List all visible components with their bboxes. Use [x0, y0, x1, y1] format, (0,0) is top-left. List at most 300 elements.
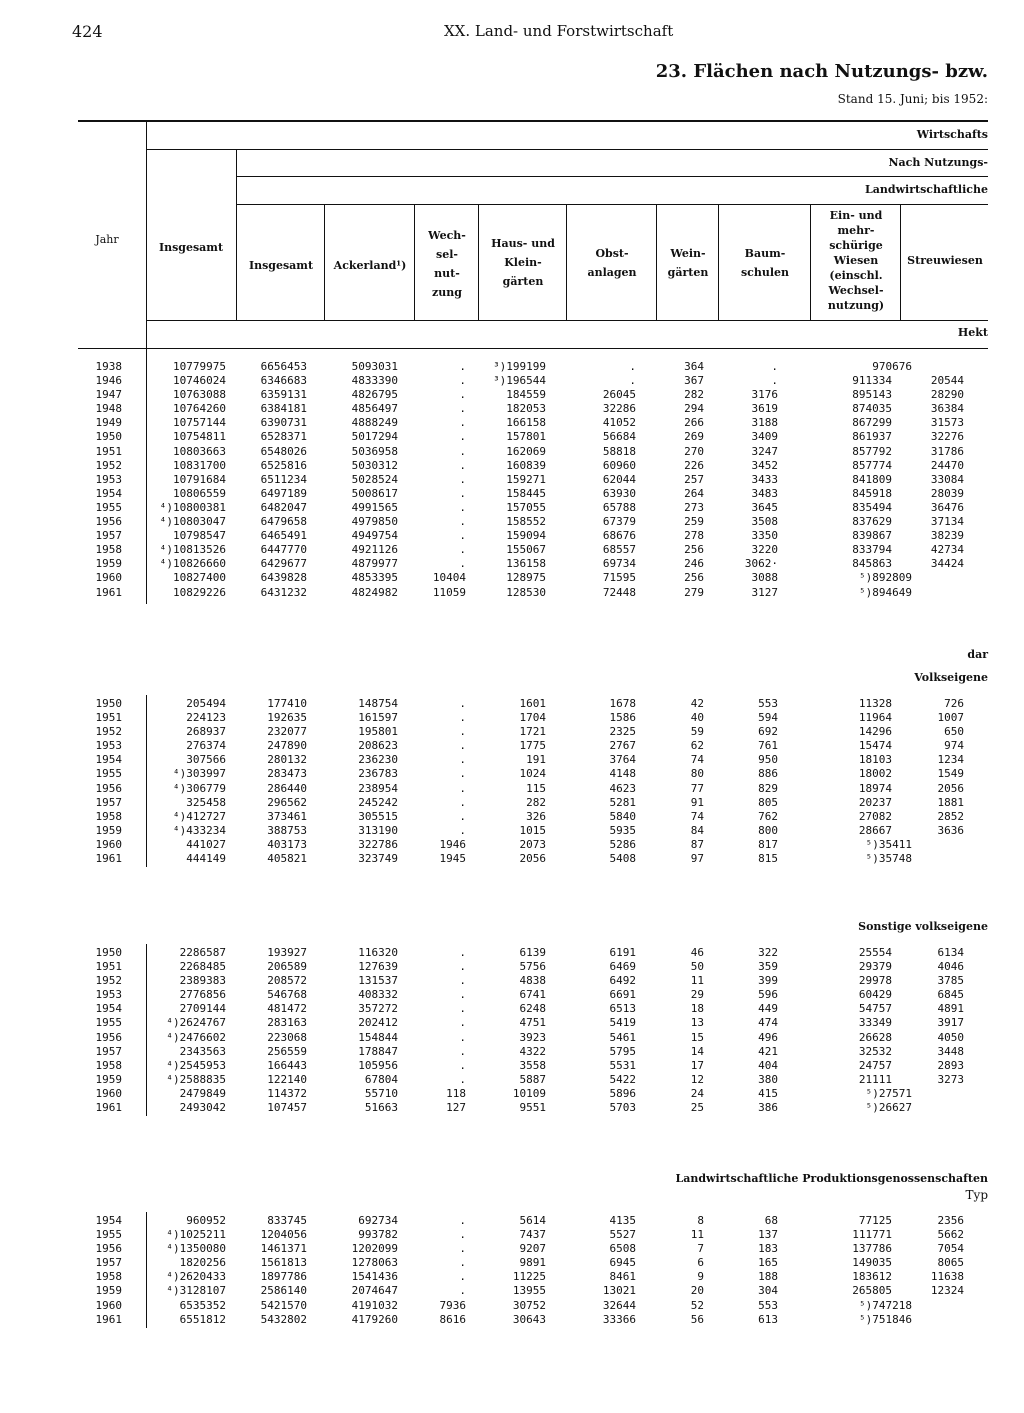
wechsel-line-1: Wech- [428, 229, 466, 242]
col-header-baumschulen [720, 244, 810, 282]
cell-lins: 166443 [267, 1058, 307, 1072]
table-row [0, 459, 1024, 473]
cell-wiesen: 111771 [852, 1228, 892, 1242]
cell-acker: 305515 [358, 809, 398, 823]
cell-ins: 10803663 [173, 444, 226, 458]
cell-wech: . [459, 529, 466, 543]
cell-haus: 191 [526, 753, 546, 767]
cell-obst: 32644 [602, 1298, 636, 1312]
cell-ins: 10779975 [173, 360, 226, 373]
table-row [0, 487, 1024, 501]
cell-haus: 162069 [506, 444, 546, 458]
cell-lins: 405821 [267, 852, 307, 866]
cell-ins: ⁴)3128107 [166, 1284, 226, 1298]
cell-lins: 6497189 [260, 486, 307, 500]
cell-wech: 118 [446, 1086, 466, 1100]
cell-wech: . [459, 946, 466, 959]
cell-baum: 3220 [751, 543, 778, 557]
cell-wech: . [459, 823, 466, 837]
table-row [0, 711, 1024, 725]
cell-streu: 8065 [937, 1256, 964, 1270]
cell-acker: 178847 [358, 1044, 398, 1058]
cell-acker: 692734 [358, 1214, 398, 1227]
cell-wein: 40 [690, 711, 704, 725]
cell-streu: 33084 [930, 472, 964, 486]
baum-line-2: schulen [740, 266, 790, 279]
table-row [0, 796, 1024, 810]
cell-wiesen: 24757 [858, 1058, 892, 1072]
header-landwirtschaftliche: Landwirtschaftliche [865, 183, 988, 196]
cell-jahr: 1958 [95, 809, 122, 823]
cell-wein: 25 [690, 1101, 704, 1115]
cell-combined: ⁵)35411 [865, 837, 912, 851]
cell-wiesen: 29379 [858, 960, 892, 974]
cell-jahr: 1957 [95, 529, 122, 543]
cell-wein: 8 [697, 1214, 704, 1227]
table-row [0, 360, 1024, 374]
cell-wech: . [459, 809, 466, 823]
cell-acker: 993782 [358, 1228, 398, 1242]
table-row [0, 697, 1024, 711]
table-row [0, 824, 1024, 838]
cell-haus: 30643 [512, 1312, 546, 1326]
cell-haus: 128975 [506, 571, 546, 585]
col-header-obstanlagen [568, 244, 656, 282]
cell-obst: 68676 [602, 529, 636, 543]
cell-wein: 52 [690, 1298, 704, 1312]
cell-combined: ⁵)27571 [865, 1086, 912, 1100]
cell-obst: 72448 [602, 585, 636, 599]
cell-wein: 278 [684, 529, 704, 543]
cell-haus: 326 [526, 809, 546, 823]
cell-wiesen: 895143 [852, 388, 892, 402]
cell-acker: 4853395 [351, 571, 398, 585]
table-row [0, 543, 1024, 557]
cell-acker: 5028524 [351, 472, 398, 486]
cell-baum: 421 [758, 1044, 778, 1058]
cell-acker: 67804 [364, 1072, 398, 1086]
cell-obst: . [629, 360, 636, 373]
cell-haus: 136158 [506, 557, 546, 571]
cell-streu: 7054 [937, 1242, 964, 1256]
cell-streu: 6845 [937, 988, 964, 1002]
table-row [0, 1299, 1024, 1313]
cell-obst: 6492 [609, 974, 636, 988]
cell-wech: . [459, 543, 466, 557]
running-head: XX. Land- und Forstwirtschaft [444, 22, 674, 40]
cell-ins: ⁴)1350080 [166, 1242, 226, 1256]
header-vrule-7 [810, 205, 811, 320]
cell-jahr: 1959 [95, 557, 122, 571]
cell-lins: 223068 [267, 1030, 307, 1044]
cell-haus: 155067 [506, 543, 546, 557]
section-volkseigene-vrule [146, 695, 147, 867]
cell-jahr: 1961 [95, 1101, 122, 1115]
cell-obst: 5408 [609, 852, 636, 866]
cell-acker: 148754 [358, 697, 398, 710]
cell-wiesen: 33349 [858, 1016, 892, 1030]
cell-ins: 268937 [186, 725, 226, 739]
cell-obst: 5935 [609, 823, 636, 837]
header-rule-columns [146, 320, 988, 321]
cell-streu: 28290 [930, 388, 964, 402]
cell-acker: 4856497 [351, 402, 398, 416]
cell-haus: 10109 [512, 1086, 546, 1100]
cell-wein: 20 [690, 1284, 704, 1298]
cell-lins: 286440 [267, 781, 307, 795]
cell-wiesen: 28667 [858, 823, 892, 837]
section-volkseigene-title: Volkseigene [914, 671, 988, 684]
cell-wiesen: 861937 [852, 430, 892, 444]
cell-acker: 357272 [358, 1002, 398, 1016]
cell-wech: . [459, 1058, 466, 1072]
table-row [0, 473, 1024, 487]
cell-wiesen: 18974 [858, 781, 892, 795]
header-rule-wirtschafts [146, 149, 988, 150]
stand-note: Stand 15. Juni; bis 1952: [837, 92, 988, 106]
cell-streu: 3636 [937, 823, 964, 837]
cell-obst: 5703 [609, 1101, 636, 1115]
haus-line-2: Klein- [504, 256, 542, 269]
cell-obst: 71595 [602, 571, 636, 585]
table-row [0, 810, 1024, 824]
cell-acker: 2074647 [351, 1284, 398, 1298]
table-row [0, 946, 1024, 960]
cell-streu: 36384 [930, 402, 964, 416]
cell-obst: . [629, 374, 636, 388]
cell-wiesen: 11328 [858, 697, 892, 710]
cell-lins: 6511234 [260, 472, 307, 486]
cell-jahr: 1956 [95, 1030, 122, 1044]
cell-baum: 594 [758, 711, 778, 725]
cell-acker: 131537 [358, 974, 398, 988]
cell-baum: 761 [758, 739, 778, 753]
cell-ins: 2479849 [179, 1086, 226, 1100]
col-header-haus-kleingaerten [480, 234, 566, 291]
header-vrule-4 [566, 205, 567, 320]
header-vrule-8 [900, 205, 901, 320]
cell-baum: 496 [758, 1030, 778, 1044]
obst-line-1: Obst- [595, 247, 629, 260]
cell-streu: 3785 [937, 974, 964, 988]
cell-haus: 1704 [519, 711, 546, 725]
table-row [0, 1073, 1024, 1087]
cell-obst: 5419 [609, 1016, 636, 1030]
cell-obst: 1586 [609, 711, 636, 725]
cell-obst: 2767 [609, 739, 636, 753]
cell-lins: 1561813 [260, 1256, 307, 1270]
cell-wech: . [459, 444, 466, 458]
cell-ins: 2343563 [179, 1044, 226, 1058]
cell-baum: 3062· [744, 557, 778, 571]
wiesen-line-7: nutzung) [827, 299, 885, 312]
cell-ins: ⁴)10800381 [159, 500, 226, 514]
cell-haus: 158552 [506, 515, 546, 529]
cell-lins: 208572 [267, 974, 307, 988]
cell-wech: 127 [446, 1101, 466, 1115]
cell-wein: 11 [690, 1228, 704, 1242]
cell-baum: 322 [758, 946, 778, 959]
cell-ins: ⁴)2620433 [166, 1270, 226, 1284]
cell-wech: . [459, 430, 466, 444]
cell-ins: 10764260 [173, 402, 226, 416]
cell-ins: 10791684 [173, 472, 226, 486]
cell-streu: 1007 [937, 711, 964, 725]
cell-combined: ⁵)35748 [865, 852, 912, 866]
cell-haus: 7437 [519, 1228, 546, 1242]
cell-wiesen: 32532 [858, 1044, 892, 1058]
cell-obst: 56684 [602, 430, 636, 444]
section-sonstige [0, 946, 1024, 1115]
cell-acker: 236230 [358, 753, 398, 767]
cell-wein: 264 [684, 486, 704, 500]
table-row [0, 529, 1024, 543]
cell-ins: 2709144 [179, 1002, 226, 1016]
cell-acker: 1541436 [351, 1270, 398, 1284]
cell-wein: 282 [684, 388, 704, 402]
cell-lins: 6525816 [260, 458, 307, 472]
cell-baum: 415 [758, 1086, 778, 1100]
cell-obst: 58818 [602, 444, 636, 458]
cell-wech: 7936 [439, 1298, 466, 1312]
cell-jahr: 1961 [95, 852, 122, 866]
table-row [0, 402, 1024, 416]
wiesen-line-4: Wiesen [833, 254, 879, 267]
cell-wein: 29 [690, 988, 704, 1002]
cell-haus: 9891 [519, 1256, 546, 1270]
table-row [0, 557, 1024, 571]
cell-wiesen: 149035 [852, 1256, 892, 1270]
table-row [0, 767, 1024, 781]
cell-wein: 367 [684, 374, 704, 388]
cell-streu: 4891 [937, 1002, 964, 1016]
cell-wech: . [459, 458, 466, 472]
cell-ins: ⁴)412727 [173, 809, 226, 823]
haus-line-3: gärten [502, 275, 544, 288]
wechsel-line-3: nut- [434, 267, 460, 280]
cell-streu: 32276 [930, 430, 964, 444]
cell-jahr: 1953 [95, 472, 122, 486]
table-row [0, 1045, 1024, 1059]
cell-obst: 6508 [609, 1242, 636, 1256]
header-bottom-rule [78, 348, 988, 349]
table-row [0, 782, 1024, 796]
table-row [0, 445, 1024, 459]
cell-obst: 5531 [609, 1058, 636, 1072]
cell-acker: 4833390 [351, 374, 398, 388]
cell-wein: 87 [690, 837, 704, 851]
cell-wein: 279 [684, 585, 704, 599]
cell-baum: 399 [758, 974, 778, 988]
cell-streu: 2356 [937, 1214, 964, 1227]
cell-lins: 6429677 [260, 557, 307, 571]
cell-obst: 26045 [602, 388, 636, 402]
cell-haus: 1775 [519, 739, 546, 753]
cell-lins: 6656453 [260, 360, 307, 373]
cell-acker: 51663 [364, 1101, 398, 1115]
cell-wech: . [459, 753, 466, 767]
cell-ins: 10763088 [173, 388, 226, 402]
cell-acker: 116320 [358, 946, 398, 959]
cell-jahr: 1959 [95, 1284, 122, 1298]
cell-streu: 5662 [937, 1228, 964, 1242]
cell-baum: 553 [758, 1298, 778, 1312]
cell-lins: 403173 [267, 837, 307, 851]
cell-jahr: 1960 [95, 1298, 122, 1312]
section-lpg-title: Landwirtschaftliche Produktionsgenossenschaften [675, 1172, 988, 1185]
cell-obst: 4135 [609, 1214, 636, 1227]
cell-lins: 232077 [267, 725, 307, 739]
cell-baum: 3409 [751, 430, 778, 444]
table-row [0, 988, 1024, 1002]
cell-streu: 12324 [930, 1284, 964, 1298]
cell-ins: 205494 [186, 697, 226, 710]
header-nach-nutzungs: Nach Nutzungs- [888, 156, 988, 169]
cell-baum: 3645 [751, 500, 778, 514]
cell-obst: 6691 [609, 988, 636, 1002]
cell-ins: ⁴)303997 [173, 767, 226, 781]
cell-acker: 4888249 [351, 416, 398, 430]
cell-obst: 5461 [609, 1030, 636, 1044]
table-row [0, 1256, 1024, 1270]
cell-wein: 273 [684, 500, 704, 514]
cell-baum: 829 [758, 781, 778, 795]
cell-wech: . [459, 557, 466, 571]
cell-wiesen: 839867 [852, 529, 892, 543]
cell-ins: ⁴)10813526 [159, 543, 226, 557]
cell-wech: . [459, 795, 466, 809]
cell-jahr: 1960 [95, 571, 122, 585]
cell-jahr: 1951 [95, 444, 122, 458]
cell-jahr: 1961 [95, 585, 122, 599]
cell-jahr: 1955 [95, 767, 122, 781]
cell-acker: 105956 [358, 1058, 398, 1072]
cell-acker: 195801 [358, 725, 398, 739]
cell-lins: 6465491 [260, 529, 307, 543]
cell-wein: 74 [690, 809, 704, 823]
cell-jahr: 1950 [95, 697, 122, 710]
cell-lins: 6482047 [260, 500, 307, 514]
cell-jahr: 1957 [95, 1044, 122, 1058]
cell-wein: 13 [690, 1016, 704, 1030]
cell-lins: 206589 [267, 960, 307, 974]
cell-lins: 6431232 [260, 585, 307, 599]
cell-jahr: 1954 [95, 753, 122, 767]
cell-baum: 886 [758, 767, 778, 781]
cell-acker: 5017294 [351, 430, 398, 444]
cell-haus: 128530 [506, 585, 546, 599]
cell-lins: 193927 [267, 946, 307, 959]
cell-acker: 4826795 [351, 388, 398, 402]
cell-jahr: 1954 [95, 1214, 122, 1227]
cell-baum: 3433 [751, 472, 778, 486]
cell-jahr: 1959 [95, 823, 122, 837]
cell-ins: 10754811 [173, 430, 226, 444]
cell-acker: 4191032 [351, 1298, 398, 1312]
cell-haus: 166158 [506, 416, 546, 430]
cell-streu: 650 [944, 725, 964, 739]
cell-baum: 183 [758, 1242, 778, 1256]
cell-jahr: 1956 [95, 781, 122, 795]
cell-haus: 157801 [506, 430, 546, 444]
cell-streu: 31786 [930, 444, 964, 458]
table-row [0, 515, 1024, 529]
cell-acker: 4949754 [351, 529, 398, 543]
cell-ins: 307566 [186, 753, 226, 767]
cell-acker: 154844 [358, 1030, 398, 1044]
cell-baum: 805 [758, 795, 778, 809]
cell-jahr: 1958 [95, 1058, 122, 1072]
table-row [0, 1101, 1024, 1115]
cell-jahr: 1957 [95, 795, 122, 809]
cell-ins: 10757144 [173, 416, 226, 430]
cell-baum: 3247 [751, 444, 778, 458]
cell-haus: 11225 [512, 1270, 546, 1284]
cell-wech: . [459, 1044, 466, 1058]
cell-wein: 257 [684, 472, 704, 486]
section-total-vrule [146, 350, 147, 604]
cell-wech: . [459, 781, 466, 795]
cell-ins: ⁴)2545953 [166, 1058, 226, 1072]
cell-haus: 160839 [506, 458, 546, 472]
section-lpg [0, 1214, 1024, 1327]
cell-ins: 2493042 [179, 1101, 226, 1115]
table-row [0, 1087, 1024, 1101]
cell-baum: 596 [758, 988, 778, 1002]
cell-haus: 5614 [519, 1214, 546, 1227]
cell-jahr: 1952 [95, 974, 122, 988]
cell-ins: ⁴)1025211 [166, 1228, 226, 1242]
cell-lins: 247890 [267, 739, 307, 753]
page-number: 424 [72, 22, 103, 41]
cell-combined: ⁵)747218 [859, 1298, 912, 1312]
cell-obst: 4148 [609, 767, 636, 781]
cell-lins: 6528371 [260, 430, 307, 444]
cell-wiesen: 845863 [852, 557, 892, 571]
cell-jahr: 1958 [95, 543, 122, 557]
cell-streu: 34424 [930, 557, 964, 571]
cell-wein: 59 [690, 725, 704, 739]
cell-wein: 84 [690, 823, 704, 837]
cell-obst: 13021 [602, 1284, 636, 1298]
cell-acker: 1202099 [351, 1242, 398, 1256]
cell-ins: 6551812 [179, 1312, 226, 1326]
cell-baum: 304 [758, 1284, 778, 1298]
cell-jahr: 1950 [95, 430, 122, 444]
cell-haus: 158445 [506, 486, 546, 500]
cell-jahr: 1956 [95, 1242, 122, 1256]
cell-lins: 256559 [267, 1044, 307, 1058]
cell-wech: . [459, 1016, 466, 1030]
table-row [0, 1228, 1024, 1242]
cell-ins: 2776856 [179, 988, 226, 1002]
cell-streu: 6134 [937, 946, 964, 959]
cell-combined: ⁵)26627 [865, 1101, 912, 1115]
cell-wech: . [459, 1030, 466, 1044]
cell-lins: 1897786 [260, 1270, 307, 1284]
cell-wiesen: 857774 [852, 458, 892, 472]
cell-wein: 24 [690, 1086, 704, 1100]
wiesen-line-2: mehr- [837, 224, 875, 237]
cell-wein: 7 [697, 1242, 704, 1256]
cell-wein: 12 [690, 1072, 704, 1086]
cell-baum: 613 [758, 1312, 778, 1326]
cell-ins: ⁴)10826660 [159, 557, 226, 571]
cell-baum: 692 [758, 725, 778, 739]
cell-wiesen: 867299 [852, 416, 892, 430]
cell-wein: 74 [690, 753, 704, 767]
cell-lins: 177410 [267, 697, 307, 710]
